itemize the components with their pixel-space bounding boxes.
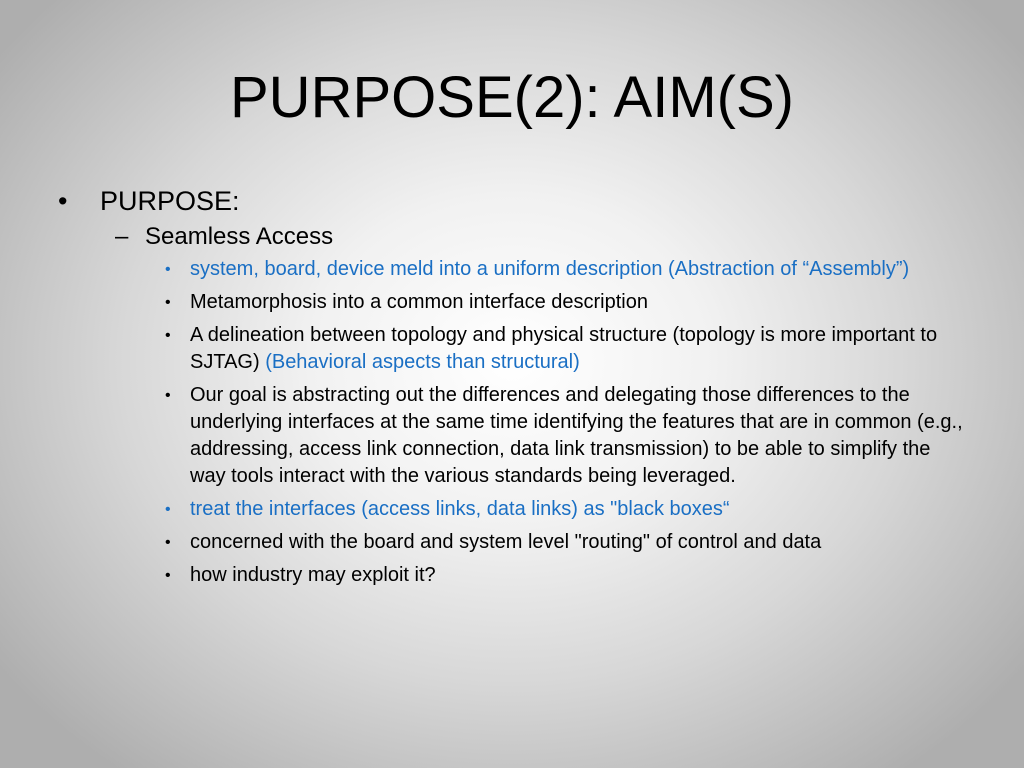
bullet-item-metamorphosis — [165, 289, 970, 316]
bullet-item-black-boxes — [165, 496, 970, 523]
bullet-marker: • — [165, 501, 171, 518]
bullet-level1-purpose — [58, 182, 1024, 220]
bullet-item-industry — [165, 562, 970, 589]
bullet-item-routing — [165, 529, 970, 556]
bullet-text: system, board, device meld into a uniform description (Abstraction of “Assembly”) — [190, 258, 910, 280]
bullet-text: Seamless Access — [145, 223, 334, 250]
bullet-marker: • — [165, 534, 171, 551]
bullet-marker: • — [165, 261, 171, 278]
bullet-marker: • — [165, 294, 171, 311]
bullet-text: PURPOSE: — [100, 186, 240, 216]
bullet-item-our-goal — [165, 382, 970, 490]
slide-title: PURPOSE(2): AIM(S) — [230, 65, 794, 130]
bullet-item-uniform-description — [165, 256, 970, 283]
bullet-text: A delineation between topology and physical structure (topology is more important to SJTAG) — [190, 324, 938, 373]
bullet-highlight-text: (Behavioral aspects than structural) — [265, 351, 580, 373]
bullet-level2-seamless-access — [115, 220, 1024, 254]
bullet-text: Metamorphosis into a common interface description — [190, 291, 648, 313]
bullet-marker: • — [165, 567, 171, 584]
bullet-marker: • — [165, 327, 171, 344]
bullet-item-delineation — [165, 322, 970, 376]
bullet-text: treat the interfaces (access links, data links) as "black boxes“ — [190, 498, 730, 520]
bullet-marker: • — [165, 387, 171, 404]
bullet-text: how industry may exploit it? — [190, 564, 436, 586]
slide-content — [0, 182, 1024, 589]
bullet-text: Our goal is abstracting out the differences and delegating those differences to the underlying interfaces at the same time identifying the features that are in common (e.g., addressing, access link connection, data link transmission) to be able to simplify the way tools interact with the various standards being leveraged. — [190, 384, 963, 487]
bullet-marker: • — [58, 186, 68, 216]
dash-marker: – — [115, 223, 129, 250]
bullet-text: concerned with the board and system level "routing" of control and data — [190, 531, 822, 553]
